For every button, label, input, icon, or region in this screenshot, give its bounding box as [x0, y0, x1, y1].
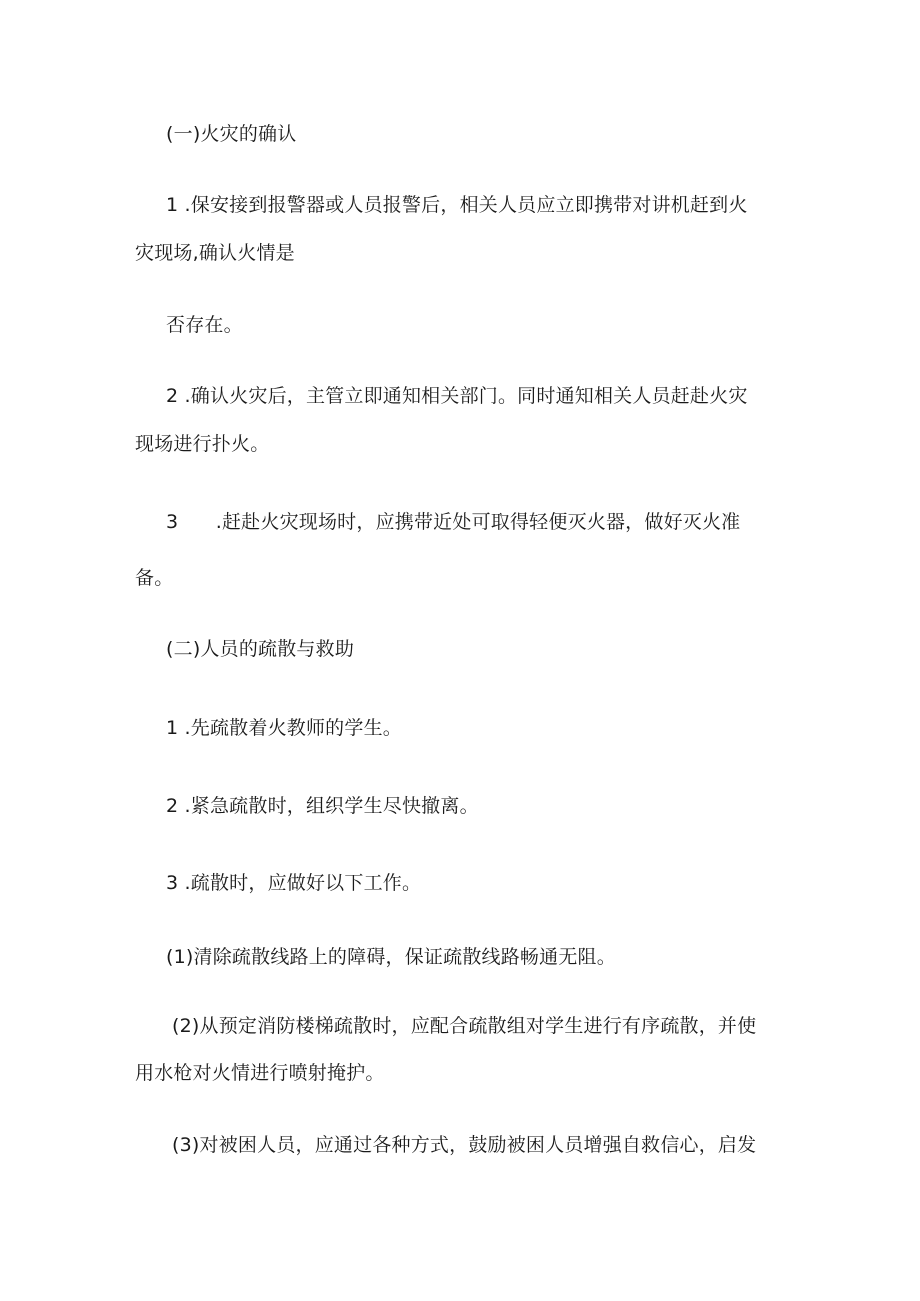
- paragraph-line: 备。: [135, 567, 174, 589]
- paragraph-line: (1)清除疏散线路上的障碍，保证疏散线路畅通无阻。: [166, 946, 616, 968]
- section-heading-fire-confirmation: (一)火灾的确认: [166, 123, 297, 145]
- paragraph-line: 用水枪对火情进行喷射掩护。: [135, 1062, 385, 1084]
- paragraph-line: 1 .保安接到报警器或人员报警后，相关人员应立即携带对讲机赶到火: [166, 194, 748, 216]
- section-heading-evacuation: (二)人员的疏散与救助: [166, 638, 355, 660]
- paragraph-line: 现场进行扑火。: [135, 433, 270, 455]
- paragraph-line: 灾现场,确认火情是: [135, 242, 295, 264]
- paragraph-line: (3)对被困人员，应通过各种方式，鼓励被困人员增强自救信心，启发: [172, 1134, 757, 1156]
- paragraph-line: 2 .确认火灾后，主管立即通知相关部门。同时通知相关人员赶赴火灾: [166, 385, 748, 407]
- paragraph-line: 否存在。: [166, 314, 243, 336]
- paragraph-line: (2)从预定消防楼梯疏散时，应配合疏散组对学生进行有序疏散，并使: [172, 1015, 757, 1037]
- paragraph-line: 2 .紧急疏散时，组织学生尽快撤离。: [166, 795, 479, 817]
- paragraph-line: 3 .赶赴火灾现场时，应携带近处可取得轻便灭火器，做好灭火准: [166, 511, 741, 533]
- paragraph-line: 1 .先疏散着火教师的学生。: [166, 717, 402, 739]
- paragraph-line: 3 .疏散时，应做好以下工作。: [166, 872, 422, 894]
